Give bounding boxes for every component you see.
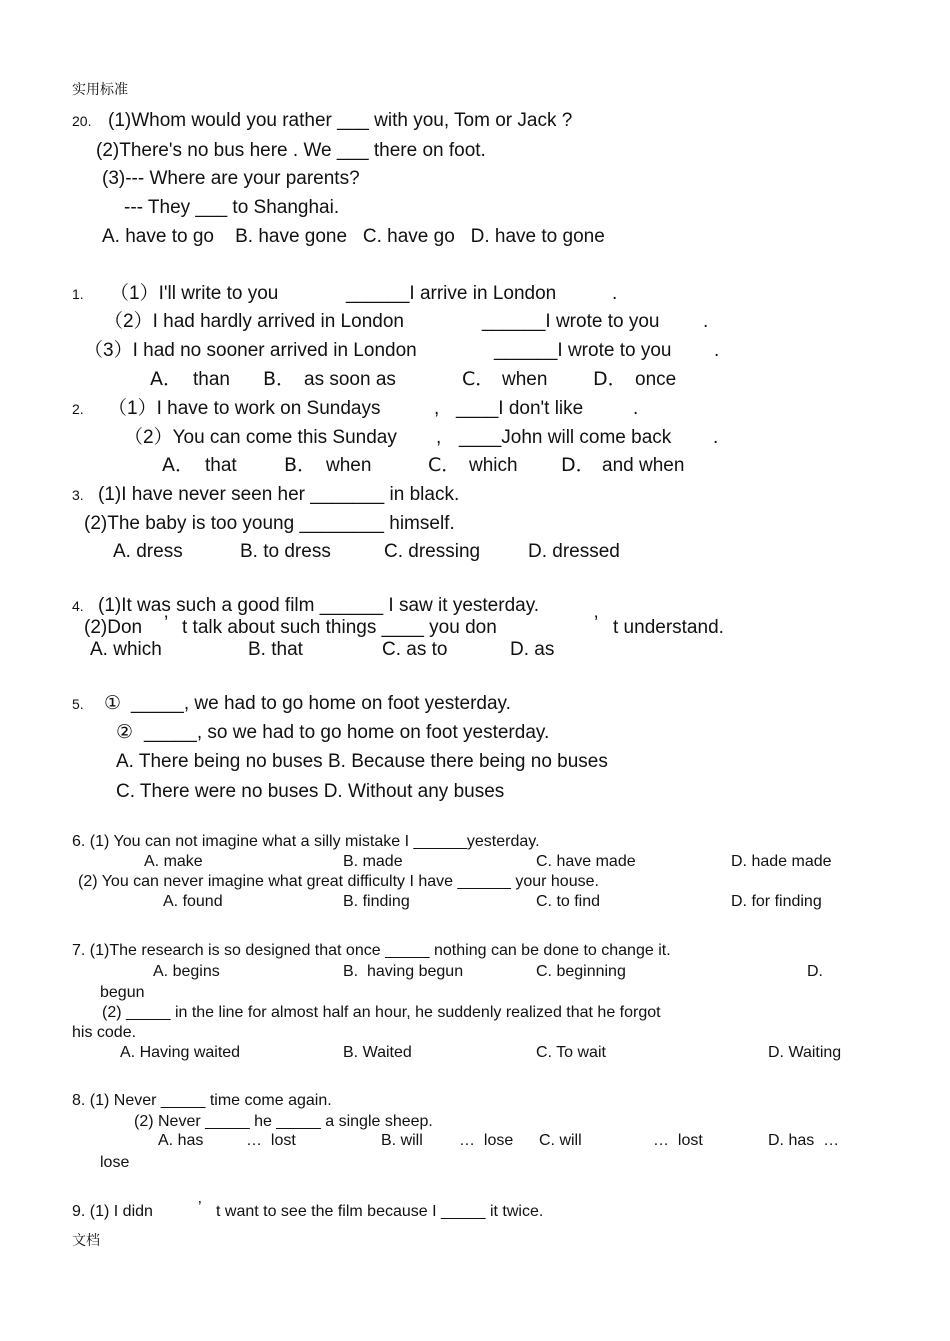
option-c: C. as to <box>382 639 448 660</box>
question-number: 1. <box>72 286 84 302</box>
question-line: （1）I have to work on Sundays <box>108 398 381 419</box>
answer-options: A. have to go B. have gone C. have go D. have to gone <box>102 226 605 247</box>
option-c: C. beginning <box>536 963 626 980</box>
question-line: --- They ___ to Shanghai. <box>124 197 340 218</box>
question-line: (2) Never _____ he _____ a single sheep. <box>134 1113 433 1130</box>
question-line: (2) _____ in the line for almost half an hour, he suddenly realized that he forgot <box>102 1004 661 1021</box>
option-d: D. has … <box>768 1132 840 1149</box>
option-d: D. dressed <box>528 541 620 562</box>
question-line: 7. (1)The research is so designed that once _____ nothing can be done to change it. <box>72 942 671 959</box>
option-b: B. having begun <box>343 963 464 980</box>
option-a: A. Having waited <box>120 1044 241 1061</box>
question-line: (1)Whom would you rather ___ with you, Tom or Jack ? <box>108 110 573 131</box>
option-b-rest: … lose <box>459 1132 514 1149</box>
option-letter: B． <box>263 368 296 390</box>
question-line: . <box>714 340 720 361</box>
option-letter: D． <box>561 454 595 476</box>
question-line: _____, so we had to go home on foot yesterday. <box>144 722 550 743</box>
answer-options: A. There being no buses B. Because there being no buses <box>116 751 608 772</box>
option-letter: C． <box>462 368 495 390</box>
question-line: （2）You can come this Sunday <box>124 427 397 448</box>
question-line: t understand. <box>613 617 724 638</box>
option-b: B. finding <box>343 893 410 910</box>
circled-number: ② <box>116 721 134 743</box>
option-c: C. To wait <box>536 1044 606 1061</box>
option-d-rest: lose <box>100 1154 130 1171</box>
question-line: (1)I have never seen her _______ in black. <box>98 484 460 505</box>
option-b: B. made <box>343 853 403 870</box>
question-line: ______I wrote to you <box>494 340 672 361</box>
option-c: C. dressing <box>384 541 481 562</box>
question-line: 6. (1) You can not imagine what a silly mistake I ______yesterday. <box>72 833 540 850</box>
option-letter: B． <box>284 454 317 476</box>
option-text: when <box>502 369 548 390</box>
question-line: , <box>434 398 440 419</box>
option-text: once <box>635 369 677 390</box>
option-c: C. have made <box>536 853 636 870</box>
question-number: 5. <box>72 696 84 712</box>
option-d: D. for finding <box>731 893 822 910</box>
question-line: . <box>612 283 618 304</box>
option-c: C. will <box>539 1132 582 1149</box>
option-a: A. found <box>163 893 223 910</box>
option-d: D. <box>807 963 823 980</box>
option-b: B. Waited <box>343 1044 412 1061</box>
question-line: . <box>713 427 719 448</box>
question-line: （2）I had hardly arrived in London <box>104 311 404 332</box>
question-line: 9. (1) I didn <box>72 1203 153 1220</box>
question-number: 2. <box>72 401 84 417</box>
option-text: that <box>205 455 237 476</box>
question-line: (2) You can never imagine what great difficulty I have ______ your house. <box>78 873 599 890</box>
question-number: 20. <box>72 113 92 129</box>
question-line: _____, we had to go home on foot yesterday. <box>131 693 511 714</box>
option-a: A. dress <box>113 541 183 562</box>
option-b: B. will <box>381 1132 423 1149</box>
option-d: D. Waiting <box>768 1044 842 1061</box>
question-line: , <box>436 427 442 448</box>
option-c-rest: … lost <box>653 1132 703 1149</box>
question-line: （1）I'll write to you <box>110 283 279 304</box>
question-line: 8. (1) Never _____ time come again. <box>72 1092 332 1109</box>
apostrophe: ’ <box>594 613 599 634</box>
option-a: A. begins <box>153 963 220 980</box>
option-a: A. which <box>90 639 162 660</box>
option-letter: A． <box>162 454 194 476</box>
option-a-rest: … lost <box>246 1132 296 1149</box>
option-d: D. hade made <box>731 853 832 870</box>
option-text: which <box>469 455 518 476</box>
option-c: C. to find <box>536 893 601 910</box>
option-text: than <box>193 369 230 390</box>
option-a: A. has <box>158 1132 204 1149</box>
question-number: 4. <box>72 598 84 614</box>
question-line: （3）I had no sooner arrived in London <box>84 340 417 361</box>
question-line: (1)It was such a good film ______ I saw it yesterday. <box>98 595 540 616</box>
question-line: (2)Don <box>84 617 143 638</box>
option-b: B. to dress <box>240 541 331 562</box>
option-letter: A． <box>150 368 182 390</box>
question-number: 3. <box>72 487 84 503</box>
apostrophe: ’ <box>164 613 169 634</box>
circled-number: ① <box>104 692 122 714</box>
option-d: D. as <box>510 639 555 660</box>
question-line: . <box>703 311 709 332</box>
page-header: 实用标准 <box>72 82 128 98</box>
question-line: . <box>633 398 639 419</box>
option-letter: C． <box>428 454 461 476</box>
question-line: ______I wrote to you <box>482 311 660 332</box>
option-text: when <box>326 455 372 476</box>
question-line: (3)--- Where are your parents? <box>102 168 360 189</box>
option-d-text: begun <box>100 984 145 1001</box>
option-b: B. that <box>248 639 303 660</box>
question-line: (2)The baby is too young ________ himself. <box>84 513 455 534</box>
question-line: t want to see the film because I _____ it twice. <box>216 1203 544 1220</box>
question-line: (2)There's no bus here . We ___ there on foot. <box>96 140 486 161</box>
option-text: and when <box>602 455 685 476</box>
question-line: t talk about such things ____ you don <box>182 617 497 638</box>
question-line: ____I don't like <box>456 398 584 419</box>
option-text: as soon as <box>304 369 396 390</box>
question-line: ____John will come back <box>459 427 672 448</box>
page-footer: 文档 <box>72 1233 100 1249</box>
answer-options: C. There were no buses D. Without any buses <box>116 781 505 802</box>
question-line: ______I arrive in London <box>346 283 557 304</box>
apostrophe: ’ <box>198 1199 202 1216</box>
question-line: his code. <box>72 1024 137 1041</box>
option-a: A. make <box>144 853 203 870</box>
option-letter: D． <box>593 368 627 390</box>
